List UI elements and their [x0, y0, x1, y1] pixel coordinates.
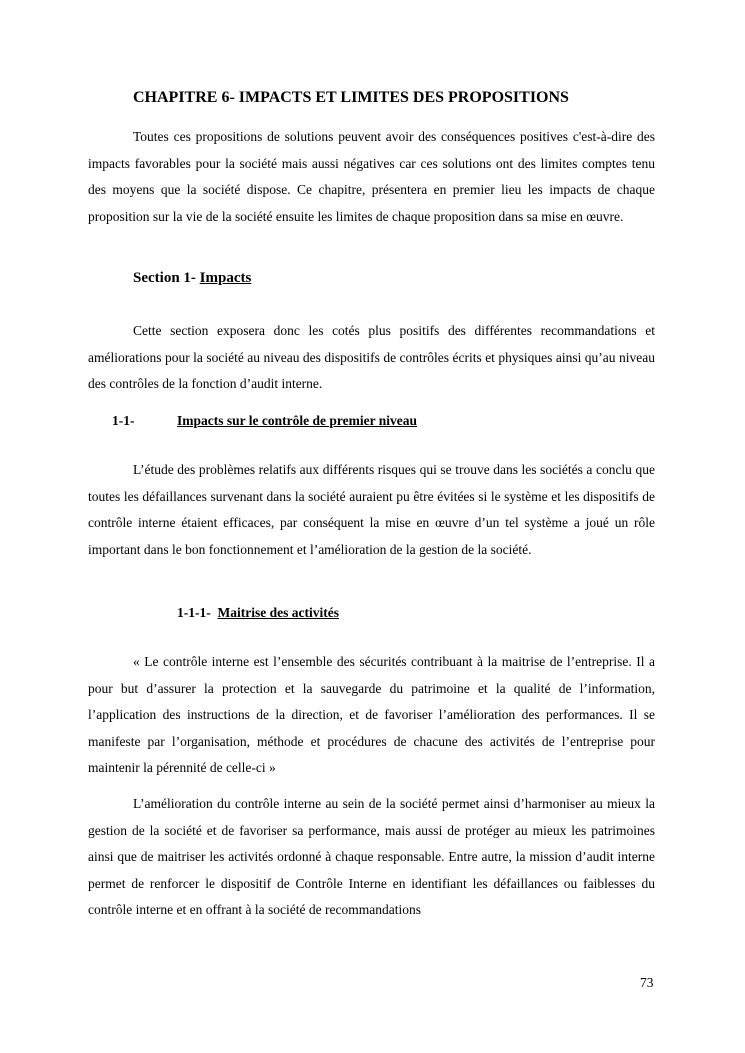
chapter-intro-paragraph: Toutes ces propositions de solutions peuvent avoir des conséquences positives c'est-à-dire des impacts favorables pour la société mais aussi négatives car ces solutions ont des limites comptes tenu des moyens que la société dispose. Ce chapitre, présentera en premier lieu les impacts de chaque proposition sur la vie de la société ensuite les limites de chaque proposition dans sa mise en œuvre. — [88, 129, 655, 224]
chapter-title: CHAPITRE 6- IMPACTS ET LIMITES DES PROPOSITIONS — [133, 89, 569, 106]
subsection-paragraph: L’étude des problèmes relatifs aux différents risques qui se trouve dans les sociétés a conclu que toutes les défaillances survenant dans la société auraient pu être évitées si le système et les dispositifs de contrôle interne étaient efficaces, par conséquent la mise en œuvre d’un tel système a joué un rôle important dans le bon fonctionnement et l’amélioration de la gestion de la société. — [88, 462, 655, 557]
subsubsection-title: Maitrise des activités — [217, 605, 339, 620]
section-title: Impacts — [199, 270, 252, 286]
subsection-title: Impacts sur le contrôle de premier niveau — [177, 413, 417, 428]
subsubsection-heading — [177, 605, 339, 621]
section-intro-paragraph: Cette section exposera donc les cotés plus positifs des différentes recommandations et améliorations pour la société au niveau des dispositifs de contrôles écrits et physiques ainsi qu’au niveau des contrôles de la fonction d’audit interne. — [88, 323, 655, 391]
section-heading — [133, 270, 251, 287]
subsection-number: 1-1- — [112, 413, 135, 428]
subsubsection-number: 1-1-1- — [177, 605, 211, 620]
page-number: 73 — [640, 975, 654, 990]
body-paragraph: L’amélioration du contrôle interne au sein de la société permet ainsi d’harmoniser au mieux la gestion de la société et de favoriser sa performance, mais aussi de protéger au mieux les patrimoines ainsi que de maitriser les activités ordonné à chaque responsable. Entre autre, la mission d’audit interne permet de renforcer le dispositif de Contrôle Interne en identifiant les défaillances ou faiblesses du contrôle interne et en offrant à la société de recommandations — [88, 796, 655, 917]
quote-paragraph: « Le contrôle interne est l’ensemble des sécurités contribuant à la maitrise de l’entreprise. Il a pour but d’assurer la protection et la sauvegarde du patrimoine et la qualité de l’information, l’application des instructions de la direction, et de favoriser l’amélioration des performances. Il se manifeste par l’organisation, méthode et procédures de chacune des activités de l’entreprise pour maintenir la pérennité de celle-ci » — [88, 654, 655, 775]
section-prefix: Section 1- — [133, 270, 200, 286]
